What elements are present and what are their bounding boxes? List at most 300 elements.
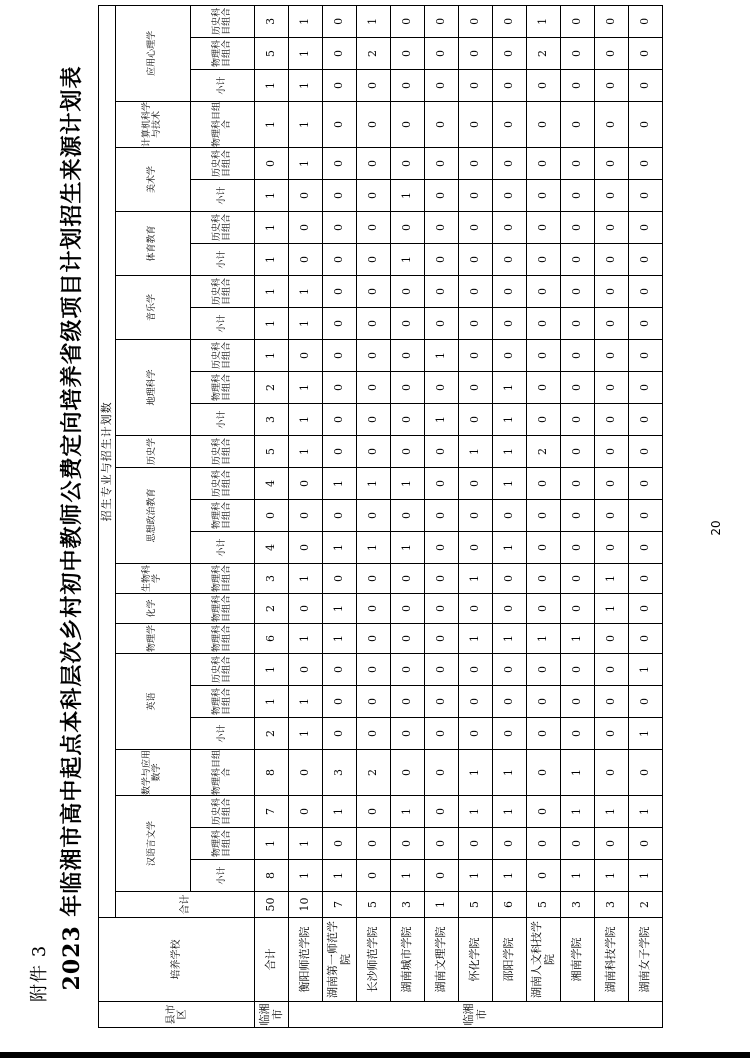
header-art: 美术学 — [116, 148, 191, 212]
header-row-group — [99, 5, 116, 1027]
value-cell: 0 — [255, 148, 289, 180]
value-cell: 1 — [289, 564, 323, 594]
value-cell: 8 — [255, 750, 289, 796]
value-cell: 0 — [357, 340, 391, 372]
value-cell: 0 — [459, 308, 493, 340]
header-pe: 体育教育 — [116, 212, 191, 276]
header-history-combo: 历史科目组合 — [191, 468, 255, 500]
value-cell: 0 — [493, 102, 527, 148]
value-cell: 0 — [595, 244, 629, 276]
value-cell: 0 — [425, 244, 459, 276]
value-cell: 0 — [493, 594, 527, 624]
value-cell: 1 — [595, 594, 629, 624]
value-cell: 0 — [629, 70, 663, 102]
table-row — [561, 5, 595, 1027]
value-cell: 0 — [391, 686, 425, 718]
header-history-combo: 历史科目组合 — [191, 276, 255, 308]
value-cell: 0 — [459, 244, 493, 276]
value-cell: 0 — [357, 564, 391, 594]
value-cell: 0 — [459, 828, 493, 860]
value-cell: 5 — [459, 892, 493, 918]
value-cell: 0 — [629, 564, 663, 594]
value-cell: 0 — [357, 436, 391, 468]
value-cell: 0 — [595, 404, 629, 436]
value-cell: 0 — [493, 212, 527, 244]
value-cell: 0 — [425, 372, 459, 404]
school-cell: 湖南人文科技学院 — [527, 918, 561, 1002]
value-cell: 0 — [357, 148, 391, 180]
value-cell: 0 — [357, 686, 391, 718]
value-cell: 0 — [425, 70, 459, 102]
value-cell: 0 — [391, 828, 425, 860]
value-cell: 5 — [527, 892, 561, 918]
value-cell: 0 — [323, 340, 357, 372]
table-row — [595, 5, 629, 1027]
header-biology: 生物科学 — [116, 564, 191, 594]
header-history-combo: 历史科目组合 — [191, 340, 255, 372]
header-geography: 地理科学 — [116, 340, 191, 436]
header-politics: 思想政治教育 — [116, 468, 191, 564]
value-cell: 0 — [561, 70, 595, 102]
value-cell: 0 — [493, 308, 527, 340]
value-cell: 0 — [323, 436, 357, 468]
region-cell: 临湘市 — [289, 1002, 663, 1028]
table-row — [629, 5, 663, 1027]
value-cell: 0 — [595, 686, 629, 718]
table-row — [493, 5, 527, 1027]
value-cell: 0 — [561, 532, 595, 564]
value-cell: 1 — [391, 468, 425, 500]
value-cell: 4 — [255, 468, 289, 500]
value-cell: 0 — [629, 404, 663, 436]
value-cell: 0 — [425, 180, 459, 212]
value-cell: 0 — [459, 532, 493, 564]
value-cell: 0 — [527, 654, 561, 686]
value-cell: 1 — [289, 102, 323, 148]
value-cell: 0 — [527, 718, 561, 750]
value-cell: 3 — [323, 750, 357, 796]
header-history-combo: 历史科目组合 — [191, 212, 255, 244]
value-cell: 1 — [493, 860, 527, 892]
value-cell: 0 — [425, 750, 459, 796]
value-cell: 0 — [357, 828, 391, 860]
value-cell: 4 — [255, 532, 289, 564]
header-physics-combo: 物理科目组合 — [191, 102, 255, 148]
value-cell: 0 — [391, 718, 425, 750]
value-cell: 0 — [595, 532, 629, 564]
value-cell: 0 — [357, 718, 391, 750]
header-region: 县市区 — [99, 1002, 255, 1028]
value-cell: 0 — [595, 624, 629, 654]
header-physics: 物理学 — [116, 624, 191, 654]
header-plan-group: 招生专业与招生计划数 — [99, 5, 116, 917]
value-cell: 0 — [425, 308, 459, 340]
value-cell: 0 — [595, 718, 629, 750]
header-physics-combo: 物理科目组合 — [191, 564, 255, 594]
value-cell: 0 — [527, 468, 561, 500]
value-cell: 0 — [391, 276, 425, 308]
value-cell: 0 — [357, 500, 391, 532]
value-cell: 0 — [629, 340, 663, 372]
school-cell: 衡阳师范学院 — [289, 918, 323, 1002]
value-cell: 0 — [595, 5, 629, 37]
value-cell: 2 — [527, 436, 561, 468]
value-cell: 1 — [289, 860, 323, 892]
value-cell: 0 — [323, 654, 357, 686]
value-cell: 0 — [527, 148, 561, 180]
value-cell: 0 — [425, 436, 459, 468]
value-cell: 0 — [629, 372, 663, 404]
value-cell: 0 — [391, 102, 425, 148]
value-cell: 0 — [493, 5, 527, 37]
header-school: 培养学校 — [99, 918, 255, 1002]
value-cell: 0 — [323, 38, 357, 70]
school-cell: 湘南学院 — [561, 918, 595, 1002]
value-cell: 0 — [391, 500, 425, 532]
value-cell: 0 — [459, 372, 493, 404]
value-cell: 0 — [323, 500, 357, 532]
value-cell: 0 — [391, 436, 425, 468]
header-total: 合计 — [116, 892, 255, 918]
value-cell: 0 — [357, 70, 391, 102]
value-cell: 0 — [595, 436, 629, 468]
value-cell: 0 — [527, 372, 561, 404]
value-cell: 0 — [255, 500, 289, 532]
value-cell: 0 — [561, 686, 595, 718]
value-cell: 3 — [255, 5, 289, 37]
value-cell: 0 — [527, 70, 561, 102]
value-cell: 2 — [255, 594, 289, 624]
value-cell: 0 — [391, 308, 425, 340]
value-cell: 1 — [595, 860, 629, 892]
header-subtotal: 小计 — [191, 180, 255, 212]
value-cell: 0 — [459, 594, 493, 624]
value-cell: 0 — [357, 860, 391, 892]
value-cell: 0 — [425, 5, 459, 37]
value-cell: 0 — [323, 102, 357, 148]
value-cell: 5 — [357, 892, 391, 918]
value-cell: 0 — [561, 38, 595, 70]
value-cell: 0 — [629, 308, 663, 340]
value-cell: 0 — [459, 404, 493, 436]
header-math: 数学与应用数学 — [116, 750, 191, 796]
value-cell: 0 — [323, 564, 357, 594]
value-cell: 0 — [459, 276, 493, 308]
value-cell: 0 — [527, 308, 561, 340]
school-cell: 湖南女子学院 — [629, 918, 663, 1002]
value-cell: 0 — [323, 828, 357, 860]
value-cell: 1 — [255, 828, 289, 860]
value-cell: 0 — [493, 180, 527, 212]
value-cell: 0 — [425, 38, 459, 70]
value-cell: 1 — [255, 308, 289, 340]
value-cell: 2 — [255, 372, 289, 404]
value-cell: 0 — [595, 38, 629, 70]
value-cell: 1 — [289, 276, 323, 308]
value-cell: 1 — [459, 624, 493, 654]
header-row-subjects — [116, 5, 191, 1027]
value-cell: 0 — [357, 594, 391, 624]
page-number: 20 — [709, 520, 723, 536]
value-cell: 0 — [459, 212, 493, 244]
value-cell: 3 — [255, 564, 289, 594]
value-cell: 0 — [323, 212, 357, 244]
value-cell: 1 — [629, 718, 663, 750]
header-psych: 应用心理学 — [116, 5, 191, 101]
value-cell: 2 — [357, 38, 391, 70]
value-cell: 0 — [357, 308, 391, 340]
header-music: 音乐学 — [116, 276, 191, 340]
value-cell: 0 — [459, 102, 493, 148]
value-cell: 10 — [289, 892, 323, 918]
value-cell: 0 — [425, 212, 459, 244]
value-cell: 0 — [629, 5, 663, 37]
value-cell: 0 — [629, 532, 663, 564]
value-cell: 0 — [391, 624, 425, 654]
value-cell: 0 — [629, 244, 663, 276]
value-cell: 0 — [561, 276, 595, 308]
school-cell: 湖南城市学院 — [391, 918, 425, 1002]
value-cell: 0 — [391, 594, 425, 624]
value-cell: 0 — [527, 340, 561, 372]
value-cell: 3 — [255, 404, 289, 436]
school-cell: 湖南第一师范学院 — [323, 918, 357, 1002]
header-row-combos — [191, 5, 255, 1027]
header-history-combo: 历史科目组合 — [191, 436, 255, 468]
value-cell: 0 — [459, 70, 493, 102]
header-subtotal: 小计 — [191, 308, 255, 340]
header-physics-combo: 物理科目组合 — [191, 750, 255, 796]
value-cell: 1 — [595, 564, 629, 594]
value-cell: 1 — [629, 860, 663, 892]
value-cell: 5 — [255, 38, 289, 70]
value-cell: 0 — [493, 686, 527, 718]
value-cell: 0 — [561, 594, 595, 624]
value-cell: 0 — [629, 276, 663, 308]
value-cell: 0 — [629, 38, 663, 70]
value-cell: 1 — [255, 180, 289, 212]
value-cell: 1 — [255, 276, 289, 308]
value-cell: 1 — [391, 796, 425, 828]
value-cell: 0 — [493, 340, 527, 372]
value-cell: 0 — [561, 102, 595, 148]
value-cell: 0 — [629, 500, 663, 532]
value-cell: 0 — [527, 500, 561, 532]
table-row — [391, 5, 425, 1027]
value-cell: 0 — [391, 340, 425, 372]
value-cell: 0 — [323, 718, 357, 750]
value-cell: 0 — [323, 244, 357, 276]
value-cell: 0 — [289, 796, 323, 828]
value-cell: 1 — [595, 796, 629, 828]
value-cell: 0 — [391, 654, 425, 686]
value-cell: 0 — [425, 468, 459, 500]
value-cell: 0 — [561, 148, 595, 180]
value-cell: 0 — [459, 468, 493, 500]
value-cell: 0 — [459, 500, 493, 532]
value-cell: 0 — [561, 654, 595, 686]
value-cell: 0 — [493, 654, 527, 686]
value-cell: 0 — [357, 796, 391, 828]
value-cell: 1 — [391, 180, 425, 212]
value-cell: 0 — [629, 624, 663, 654]
value-cell: 0 — [527, 796, 561, 828]
value-cell: 0 — [425, 654, 459, 686]
value-cell: 0 — [493, 828, 527, 860]
header-physics-combo: 物理科目组合 — [191, 594, 255, 624]
value-cell: 0 — [323, 686, 357, 718]
value-cell: 0 — [289, 468, 323, 500]
value-cell: 1 — [561, 750, 595, 796]
value-cell: 0 — [595, 828, 629, 860]
value-cell: 1 — [425, 340, 459, 372]
value-cell: 0 — [595, 500, 629, 532]
value-cell: 0 — [357, 212, 391, 244]
value-cell: 1 — [255, 654, 289, 686]
value-cell: 0 — [629, 468, 663, 500]
value-cell: 7 — [255, 796, 289, 828]
value-cell: 1 — [493, 404, 527, 436]
value-cell: 0 — [425, 796, 459, 828]
value-cell: 0 — [595, 180, 629, 212]
value-cell: 0 — [425, 148, 459, 180]
header-chemistry: 化学 — [116, 594, 191, 624]
value-cell: 0 — [323, 404, 357, 436]
value-cell: 3 — [595, 892, 629, 918]
school-cell: 邵阳学院 — [493, 918, 527, 1002]
value-cell: 0 — [595, 70, 629, 102]
value-cell: 0 — [527, 828, 561, 860]
value-cell: 0 — [561, 340, 595, 372]
value-cell: 2 — [357, 750, 391, 796]
header-english: 英语 — [116, 654, 191, 750]
header-history-combo: 历史科目组合 — [191, 5, 255, 37]
value-cell: 0 — [323, 180, 357, 212]
value-cell: 1 — [629, 654, 663, 686]
value-cell: 0 — [527, 276, 561, 308]
value-cell: 1 — [357, 468, 391, 500]
value-cell: 5 — [255, 436, 289, 468]
value-cell: 1 — [493, 796, 527, 828]
value-cell: 0 — [357, 372, 391, 404]
value-cell: 0 — [425, 860, 459, 892]
value-cell: 0 — [323, 276, 357, 308]
value-cell: 0 — [561, 436, 595, 468]
table-row — [459, 5, 493, 1027]
value-cell: 8 — [255, 860, 289, 892]
value-cell: 0 — [561, 212, 595, 244]
school-cell: 湖南文理学院 — [425, 918, 459, 1002]
value-cell: 0 — [425, 686, 459, 718]
value-cell: 0 — [357, 624, 391, 654]
header-history-combo: 历史科目组合 — [191, 654, 255, 686]
value-cell: 0 — [391, 404, 425, 436]
value-cell: 0 — [561, 180, 595, 212]
value-cell: 1 — [459, 564, 493, 594]
value-cell: 1 — [323, 468, 357, 500]
header-subtotal: 小计 — [191, 404, 255, 436]
value-cell: 1 — [289, 38, 323, 70]
value-cell: 0 — [493, 276, 527, 308]
value-cell: 0 — [357, 102, 391, 148]
value-cell: 0 — [527, 750, 561, 796]
value-cell: 0 — [493, 564, 527, 594]
value-cell: 0 — [527, 404, 561, 436]
value-cell: 0 — [425, 500, 459, 532]
value-cell: 1 — [629, 796, 663, 828]
value-cell: 0 — [629, 180, 663, 212]
value-cell: 0 — [289, 532, 323, 564]
header-physics-combo: 物理科目组合 — [191, 686, 255, 718]
value-cell: 0 — [323, 5, 357, 37]
value-cell: 1 — [357, 5, 391, 37]
value-cell: 1 — [425, 404, 459, 436]
header-cs: 计算机科学与技术 — [116, 102, 191, 148]
value-cell: 1 — [255, 244, 289, 276]
value-cell: 0 — [595, 102, 629, 148]
value-cell: 6 — [255, 624, 289, 654]
value-cell: 0 — [527, 532, 561, 564]
value-cell: 3 — [561, 892, 595, 918]
value-cell: 0 — [357, 654, 391, 686]
header-physics-combo: 物理科目组合 — [191, 372, 255, 404]
value-cell: 0 — [323, 70, 357, 102]
header-history: 历史学 — [116, 436, 191, 468]
value-cell: 1 — [391, 244, 425, 276]
value-cell: 0 — [357, 404, 391, 436]
table-row — [255, 5, 289, 1027]
value-cell: 0 — [561, 500, 595, 532]
value-cell: 1 — [493, 372, 527, 404]
value-cell: 1 — [459, 860, 493, 892]
value-cell: 0 — [425, 624, 459, 654]
value-cell: 1 — [527, 5, 561, 37]
value-cell: 0 — [629, 212, 663, 244]
value-cell: 1 — [493, 532, 527, 564]
header-physics-combo: 物理科目组合 — [191, 828, 255, 860]
value-cell: 0 — [289, 500, 323, 532]
value-cell: 0 — [527, 244, 561, 276]
value-cell: 1 — [289, 436, 323, 468]
header-subtotal: 小计 — [191, 532, 255, 564]
value-cell: 0 — [561, 468, 595, 500]
value-cell: 0 — [459, 180, 493, 212]
value-cell: 0 — [289, 654, 323, 686]
value-cell: 0 — [425, 102, 459, 148]
plan-table — [98, 5, 663, 1028]
value-cell: 3 — [391, 892, 425, 918]
region-cell: 临湘市 — [255, 1002, 289, 1028]
rotated-page — [15, 7, 735, 1028]
value-cell: 0 — [323, 372, 357, 404]
value-cell: 1 — [323, 624, 357, 654]
header-history-combo: 历史科目组合 — [191, 796, 255, 828]
value-cell: 1 — [289, 308, 323, 340]
value-cell: 1 — [289, 148, 323, 180]
value-cell: 0 — [595, 212, 629, 244]
value-cell: 0 — [561, 244, 595, 276]
value-cell: 1 — [323, 796, 357, 828]
table-row — [527, 5, 561, 1027]
value-cell: 0 — [289, 244, 323, 276]
value-cell: 0 — [459, 148, 493, 180]
value-cell: 1 — [459, 436, 493, 468]
value-cell: 0 — [391, 70, 425, 102]
header-physics-combo: 物理科目组合 — [191, 500, 255, 532]
value-cell: 0 — [289, 594, 323, 624]
value-cell: 0 — [459, 718, 493, 750]
value-cell: 0 — [629, 828, 663, 860]
